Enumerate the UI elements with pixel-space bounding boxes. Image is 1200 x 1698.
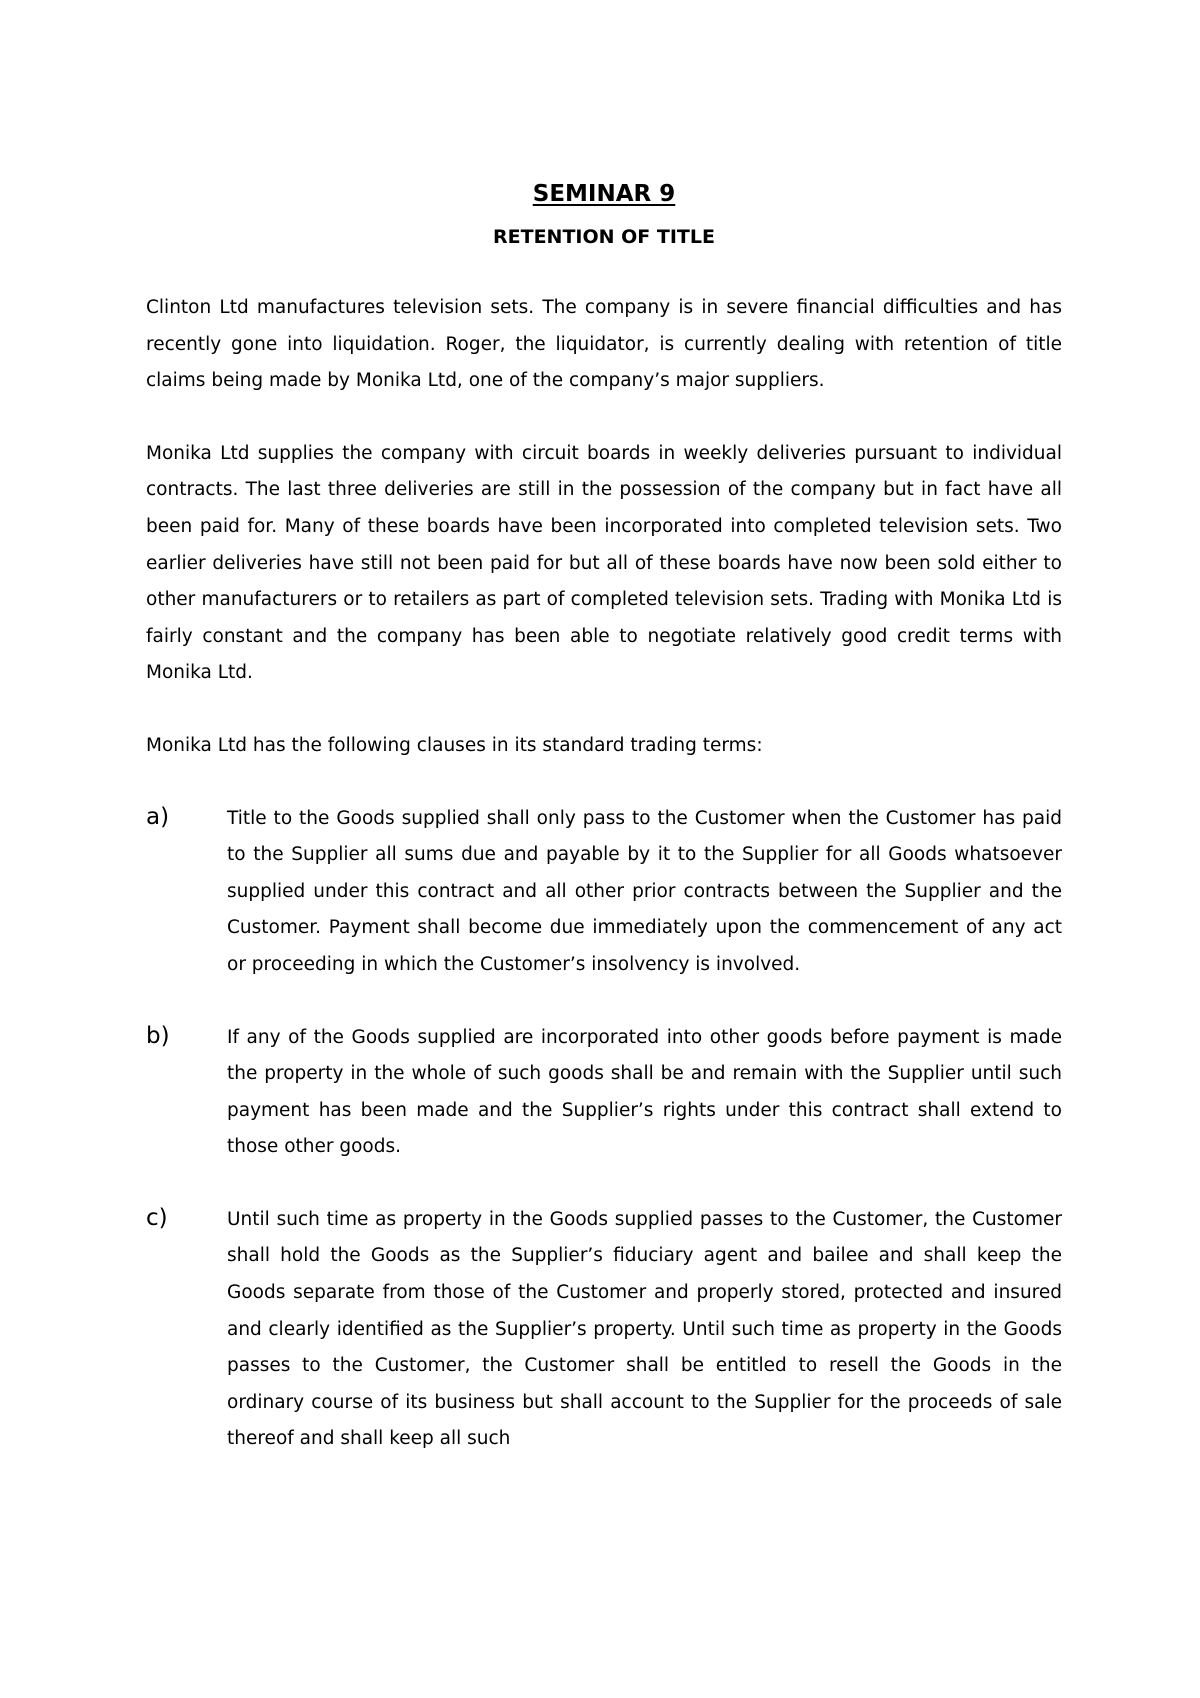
document-title: SEMINAR 9 (532, 181, 676, 207)
clause-text: Until such time as property in the Goods supplied passes to the Customer, the Customer shall hold the Goods as the Supplier’s fiduciary agent and bailee and shall keep the Goods separate from those of the Customer and properly stored, protected and insured and clearly identified as the Supplier’s property. Until such time as property in the Goods passes to the Customer, the Customer shall be entitled to resell the Goods in the ordinary course of its business but shall account to the Supplier for the proceeds of sale thereof and shall keep all such (227, 1208, 1062, 1450)
clause-list (146, 801, 1062, 1459)
paragraph-deliveries: Monika Ltd supplies the company with circuit boards in weekly deliveries pursuant to individual contracts. The last three deliveries are still in the possession of the company but in fact have all been paid for. Many of these boards have been incorporated into completed television sets. Two earlier deliveries have still not been paid for but all of these boards have now been sold either to other manufacturers or to retailers as part of completed television sets. Trading with Monika Ltd is fairly constant and the company has been able to negotiate relatively good credit terms with Monika Ltd. (146, 442, 1062, 684)
document-body (146, 178, 1062, 1458)
clause-label: c) (146, 1204, 168, 1231)
clause-a (146, 801, 1062, 984)
clause-label: b) (146, 1022, 170, 1049)
paragraph-clauses-intro: Monika Ltd has the following clauses in its standard trading terms: (146, 734, 763, 756)
clause-b (146, 1020, 1062, 1166)
paragraph-intro: Clinton Ltd manufactures television sets. The company is in severe financial difficulties and has recently gone into liquidation. Roger, the liquidator, is currently dealing with retention of title claims being made by Monika Ltd, one of the company’s major suppliers. (146, 297, 1062, 392)
clause-label: a) (146, 803, 170, 830)
document-subtitle: RETENTION OF TITLE (493, 226, 715, 248)
clause-text: Title to the Goods supplied shall only pass to the Customer when the Customer has paid to the Supplier all sums due and payable by it to the Supplier for all Goods whatsoever supplied under this contract and all other prior contracts between the Supplier and the Customer. Payment shall become due immediately upon the commencement of any act or proceeding in which the Customer’s insolvency is involved. (227, 807, 1062, 975)
clause-c (146, 1202, 1062, 1458)
clause-text: If any of the Goods supplied are incorporated into other goods before payment is made the property in the whole of such goods shall be and remain with the Supplier until such payment has been made and the Supplier’s rights under this contract shall extend to those other goods. (227, 1026, 1062, 1158)
